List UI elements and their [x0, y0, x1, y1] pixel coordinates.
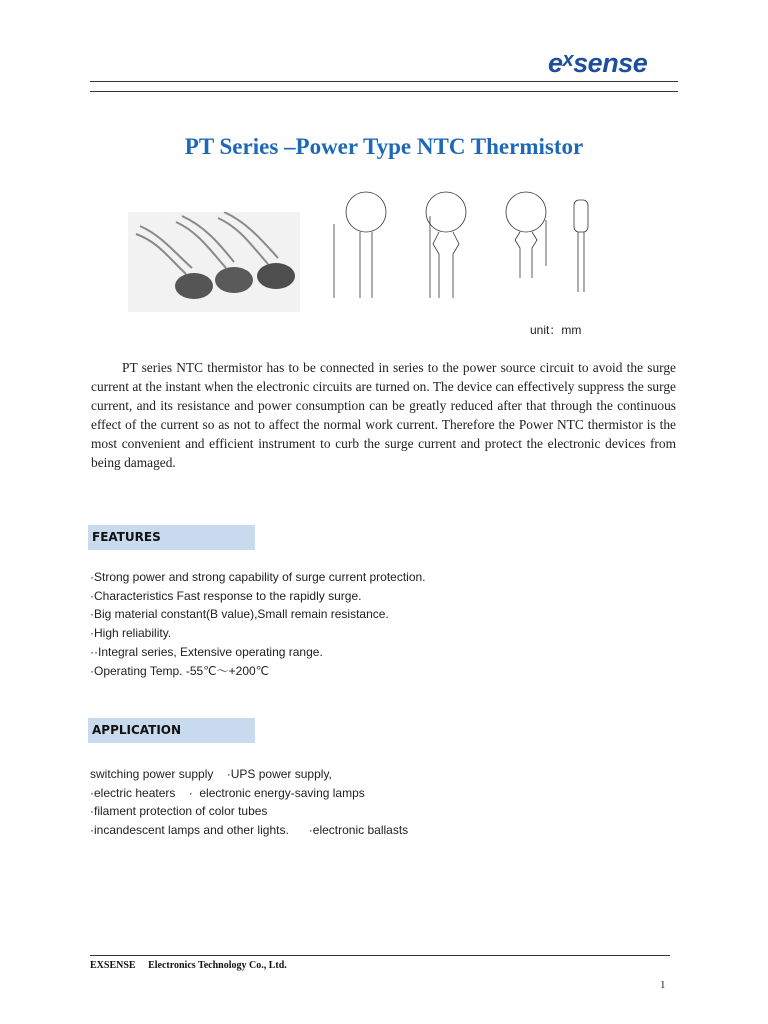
- dimension-drawing: [326, 176, 592, 322]
- list-item: ·Characteristics Fast response to the rapidly surge.: [90, 588, 362, 603]
- list-item: ·incandescent lamps and other lights. ·electronic ballasts: [90, 823, 409, 838]
- list-item: ·electric heaters · electronic energy-saving lamps: [90, 785, 365, 800]
- features-heading: FEATURES: [88, 525, 255, 550]
- intro-paragraph: PT series NTC thermistor has to be connected in series to the power source circuit to avoid the surge current at the instant when the electronic circuits are turned on. The device can effectively suppress the surge current, and its resistance and power consumption can be greatly reduced after that through the continuous effect of the current so as not to affect the normal work current. Therefore the Power NTC thermistor is the most convenient and efficient instrument to curb the surge current and protect the electronic devices from being damaged.: [91, 360, 676, 470]
- footer-rule: [90, 955, 670, 956]
- list-item: ··Integral series, Extensive operating range.: [90, 644, 323, 659]
- list-item: switching power supply ·UPS power supply,: [90, 767, 332, 781]
- list-item: ·filament protection of color tubes: [90, 804, 268, 819]
- page-title: PT Series –Power Type NTC Thermistor: [184, 134, 584, 159]
- list-item: ·Big material constant(B value),Small remain resistance.: [90, 607, 389, 622]
- features-list: [90, 568, 675, 680]
- list-item: ·High reliability.: [90, 626, 172, 641]
- application-list: [90, 765, 675, 840]
- footer-company: EXSENSE Electronics Technology Co., Ltd.: [90, 960, 287, 971]
- application-heading: APPLICATION: [88, 718, 255, 743]
- list-item: ·Operating Temp. -55℃～+200℃: [90, 663, 270, 678]
- page-number: 1: [660, 979, 666, 991]
- company-logo: $e^xsense$: [548, 48, 648, 78]
- unit-label: unit：mm: [530, 323, 582, 337]
- thermistor-photo: [128, 212, 300, 312]
- header-rule-lower: [90, 91, 678, 92]
- header-rule-upper: [90, 81, 678, 82]
- list-item: ·Strong power and strong capability of surge current protection.: [90, 570, 426, 584]
